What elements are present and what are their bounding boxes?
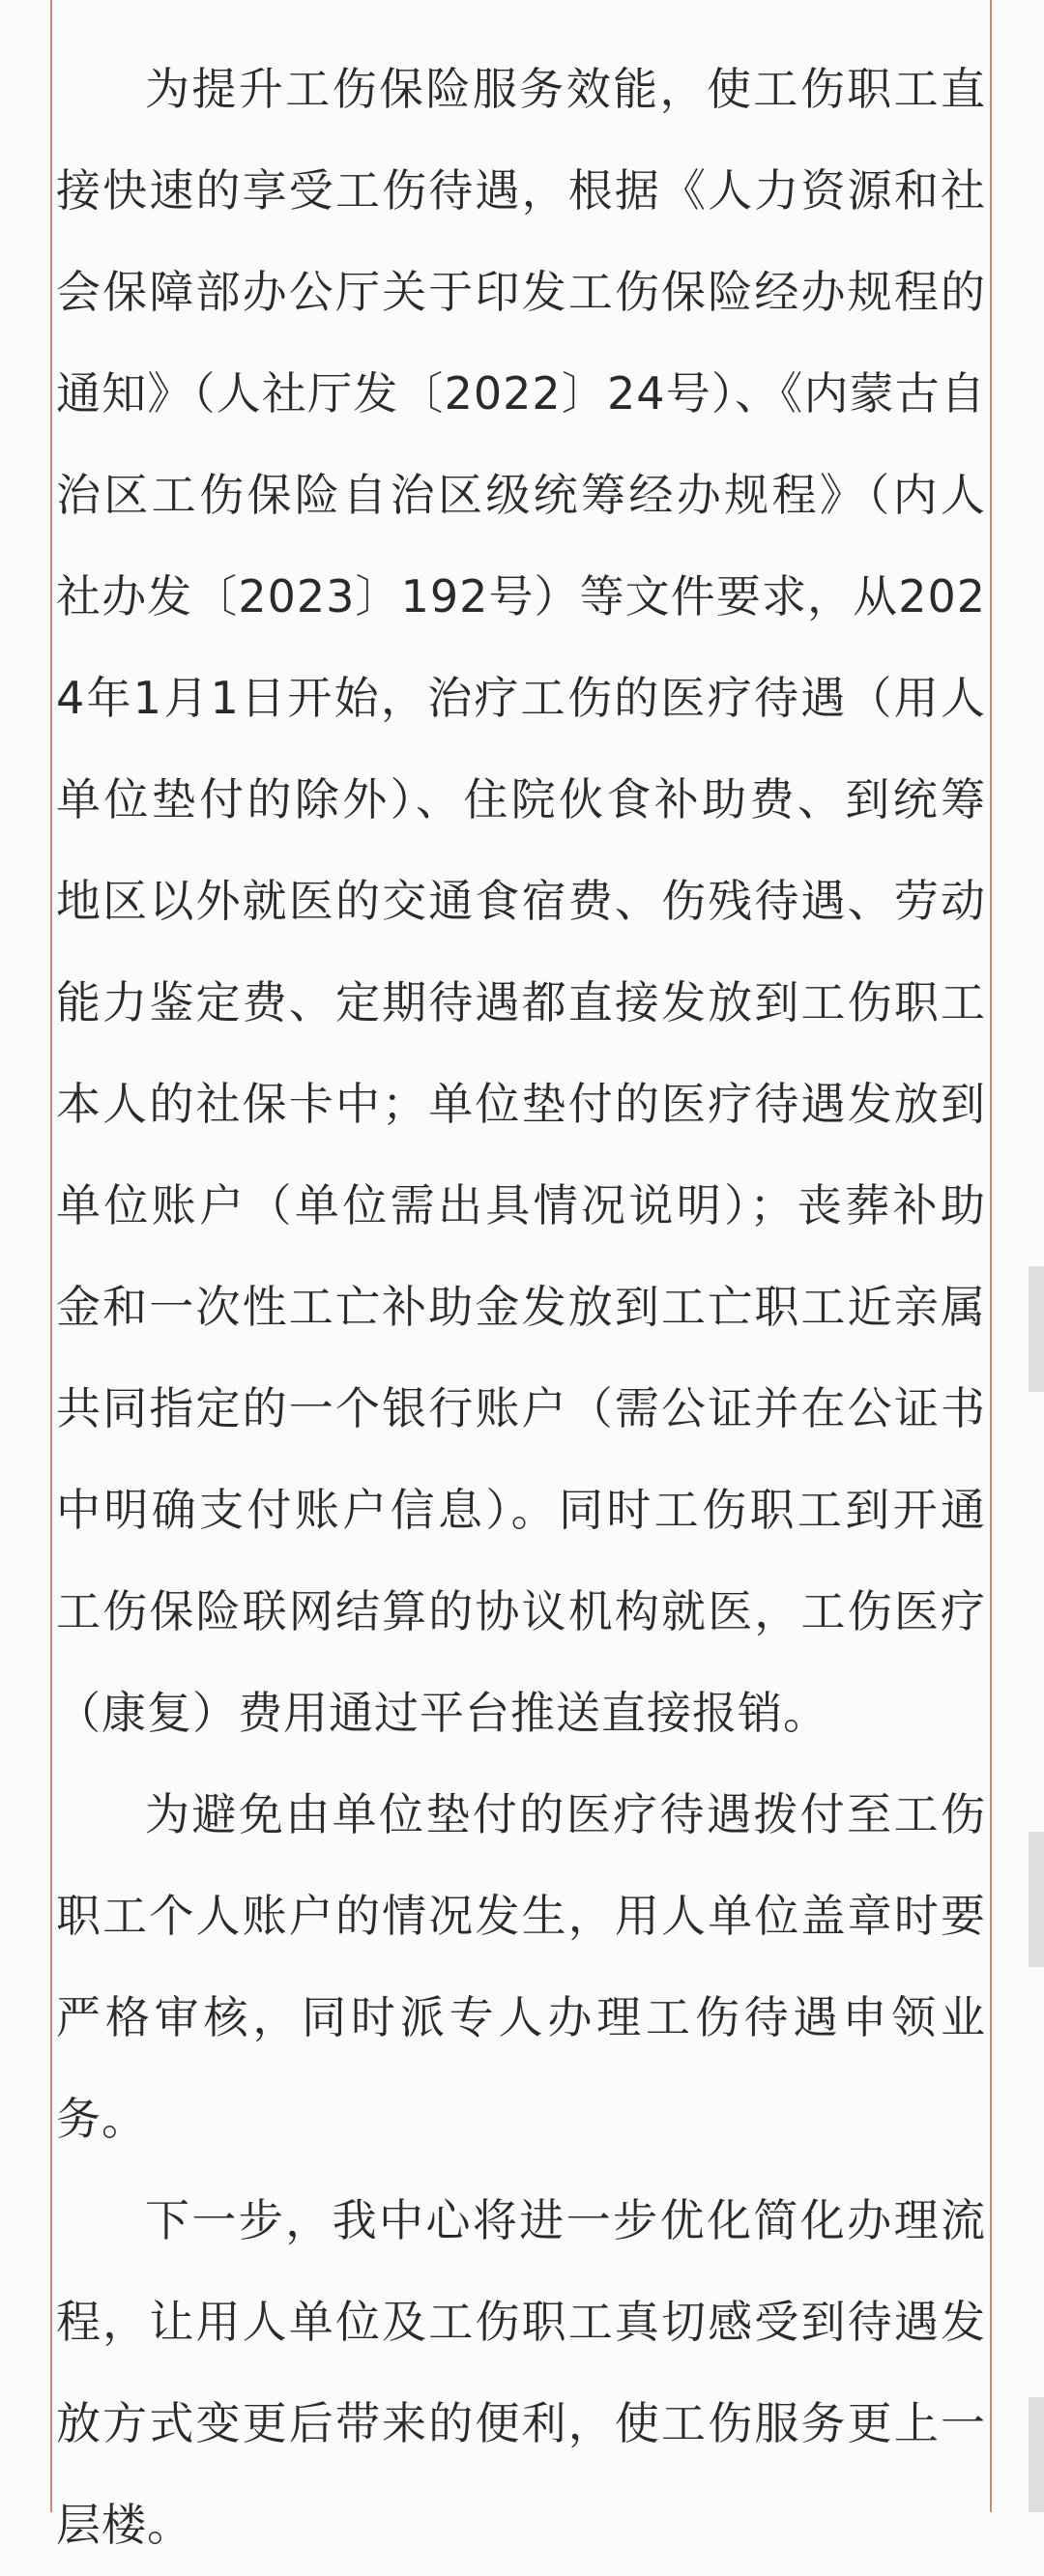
scrollbar-segment[interactable] [1029,1266,1044,1392]
left-border-rule [50,0,52,2512]
article-paragraph-1: 为提升工伤保险服务效能，使工伤职工直接快速的享受工伤待遇，根据《人力资源和社会保障部办公厅关于印发工伤保险经办规程的通知》（人社厅发〔2022〕24号）、《内蒙古自治区工伤保险自治区级统筹经办规程》（内人社办发〔2023〕192号）等文件要求，从2024年1月1日开始，治疗工伤的医疗待遇（用人单位垫付的除外）、住院伙食补助费、到统筹地区以外就医的交通食宿费、伤残待遇、劳动能力鉴定费、定期待遇都直接发放到工伤职工本人的社保卡中；单位垫付的医疗待遇发放到单位账户（单位需出具情况说明）；丧葬补助金和一次性工亡补助金发放到工亡职工近亲属共同指定的一个银行账户（需公证并在公证书中明确支付账户信息）。同时工伤职工到开通工伤保险联网结算的协议机构就医，工伤医疗（康复）费用通过平台推送直接报销。 [56,63,986,1739]
scrollbar-segment[interactable] [1029,1832,1044,1967]
scrollbar-segment[interactable] [1029,2397,1044,2512]
article-paragraph-2: 为避免由单位垫付的医疗待遇拨付至工伤职工个人账户的情况发生，用人单位盖章时要严格审核，同时派专人办理工伤待遇申领业务。 [56,1788,986,2145]
right-border-rule [990,0,992,2512]
article-body [56,39,986,2576]
article-paragraph-3: 下一步，我中心将进一步优化简化办理流程，让用人单位及工伤职工真切感受到待遇发放方式变更后带来的便利，使工伤服务更上一层楼。 [56,2194,986,2551]
